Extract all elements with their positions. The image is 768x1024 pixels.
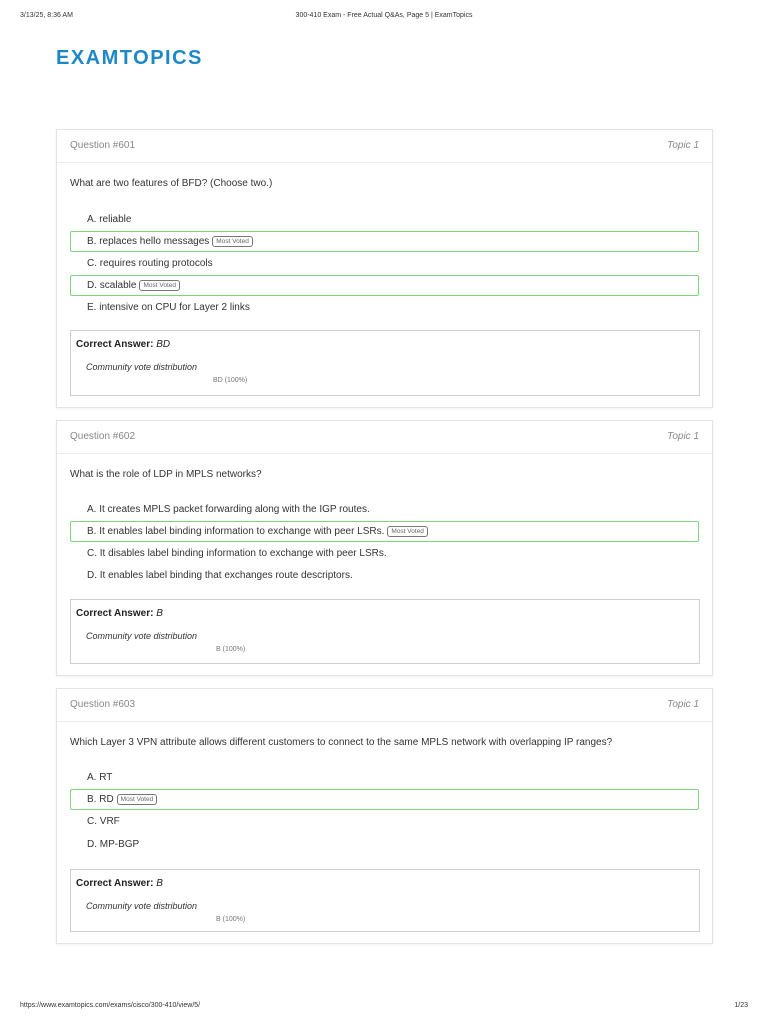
choice-c[interactable] bbox=[70, 253, 699, 274]
choice-c[interactable] bbox=[70, 811, 699, 832]
correct-answer-box bbox=[70, 599, 700, 664]
print-page-number: 1/23 bbox=[734, 1002, 748, 1009]
question-topic: Topic 1 bbox=[667, 699, 699, 710]
question-text: What are two features of BFD? (Choose two.) bbox=[70, 178, 273, 189]
choice-b[interactable] bbox=[70, 521, 699, 542]
choice-label: A. RT bbox=[87, 772, 113, 783]
question-number: Question #603 bbox=[70, 699, 136, 710]
choice-c[interactable] bbox=[70, 543, 699, 564]
question-card-601 bbox=[56, 129, 713, 408]
correct-answer bbox=[76, 608, 163, 619]
most-voted-badge: Most Voted bbox=[117, 794, 158, 805]
most-voted-badge: Most Voted bbox=[139, 280, 180, 291]
vote-distribution-label: Community vote distribution bbox=[86, 631, 198, 641]
choice-a[interactable] bbox=[70, 209, 699, 230]
question-text: What is the role of LDP in MPLS networks? bbox=[70, 469, 262, 480]
correct-answer-value: B bbox=[156, 878, 163, 889]
choice-b[interactable] bbox=[70, 789, 699, 810]
vote-distribution-result: B (100%) bbox=[216, 916, 246, 923]
vote-distribution-result: B (100%) bbox=[216, 646, 246, 653]
correct-answer-label: Correct Answer: bbox=[76, 608, 154, 619]
examtopics-logo[interactable] bbox=[56, 47, 203, 70]
choice-a[interactable] bbox=[70, 499, 699, 520]
question-topic: Topic 1 bbox=[667, 431, 699, 442]
question-number: Question #601 bbox=[70, 140, 136, 151]
vote-distribution-result: BD (100%) bbox=[213, 377, 248, 384]
correct-answer-box bbox=[70, 869, 700, 932]
most-voted-badge: Most Voted bbox=[387, 526, 428, 537]
question-topic: Topic 1 bbox=[667, 140, 699, 151]
correct-answer-label: Correct Answer: bbox=[76, 339, 154, 350]
choice-label: B. RD bbox=[87, 794, 114, 805]
choice-d[interactable] bbox=[70, 275, 699, 296]
choice-label: D. MP-BGP bbox=[87, 839, 140, 850]
choice-a[interactable] bbox=[70, 767, 699, 788]
question-header bbox=[57, 689, 712, 722]
choice-label: D. scalable bbox=[87, 280, 137, 291]
question-number: Question #602 bbox=[70, 431, 136, 442]
choice-label: E. intensive on CPU for Layer 2 links bbox=[87, 302, 250, 313]
question-text: Which Layer 3 VPN attribute allows different customers to connect to the same MPLS network with overlapping IP ranges? bbox=[70, 737, 613, 748]
correct-answer bbox=[76, 878, 163, 889]
question-header bbox=[57, 421, 712, 454]
choice-label: C. requires routing protocols bbox=[87, 258, 213, 269]
choice-b[interactable] bbox=[70, 231, 699, 252]
vote-distribution-label: Community vote distribution bbox=[86, 901, 198, 911]
choice-label: C. It disables label binding information to exchange with peer LSRs. bbox=[87, 548, 387, 559]
correct-answer-box bbox=[70, 330, 700, 396]
vote-distribution-label: Community vote distribution bbox=[86, 362, 198, 372]
choice-e[interactable] bbox=[70, 297, 699, 318]
question-card-602 bbox=[56, 420, 713, 676]
logo-text: EXAMTOPICS bbox=[56, 47, 203, 69]
correct-answer-value: B bbox=[156, 608, 163, 619]
question-header bbox=[57, 130, 712, 163]
correct-answer bbox=[76, 339, 170, 350]
print-datetime: 3/13/25, 8:36 AM bbox=[20, 12, 73, 19]
choice-d[interactable] bbox=[70, 834, 699, 855]
choice-label: A. reliable bbox=[87, 214, 132, 225]
most-voted-badge: Most Voted bbox=[212, 236, 253, 247]
choice-label: B. replaces hello messages bbox=[87, 236, 210, 247]
choice-d[interactable] bbox=[70, 565, 699, 586]
question-card-603 bbox=[56, 688, 713, 944]
choice-label: A. It creates MPLS packet forwarding along with the IGP routes. bbox=[87, 504, 370, 515]
correct-answer-label: Correct Answer: bbox=[76, 878, 154, 889]
choice-label: C. VRF bbox=[87, 816, 120, 827]
correct-answer-value: BD bbox=[156, 339, 171, 350]
print-page-title: 300-410 Exam - Free Actual Q&As, Page 5 | ExamTopics bbox=[295, 12, 473, 19]
choice-label: B. It enables label binding information to exchange with peer LSRs. bbox=[87, 526, 385, 537]
print-header bbox=[20, 12, 748, 24]
print-url[interactable]: https://www.examtopics.com/exams/cisco/300-410/view/5/ bbox=[20, 1002, 201, 1009]
choice-label: D. It enables label binding that exchanges route descriptors. bbox=[87, 570, 353, 581]
